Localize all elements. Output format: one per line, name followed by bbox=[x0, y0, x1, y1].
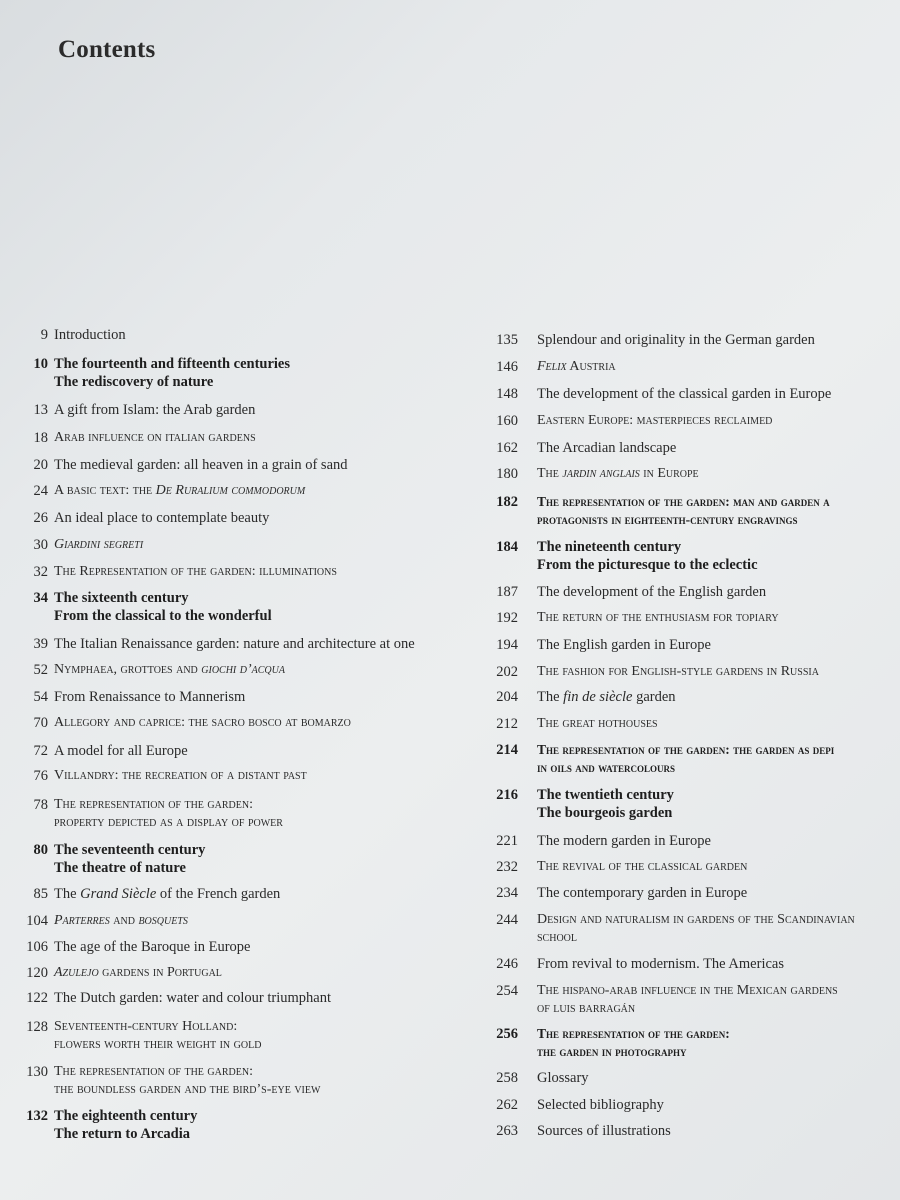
toc-page-number: 72 bbox=[33, 743, 48, 759]
toc-page-number: 32 bbox=[33, 564, 48, 580]
toc-entry-line: Selected bibliography bbox=[537, 1097, 664, 1113]
toc-page-number: 24 bbox=[33, 483, 48, 499]
toc-entry-line: The contemporary garden in Europe bbox=[537, 885, 748, 901]
toc-entry-line: The representation of the garden: bbox=[54, 797, 253, 812]
toc-page-number: 130 bbox=[26, 1064, 48, 1080]
toc-entry-title bbox=[537, 1096, 664, 1114]
page-title: Contents bbox=[58, 36, 156, 63]
toc-page-number: 263 bbox=[496, 1123, 518, 1139]
toc-entry-line: school bbox=[537, 930, 578, 945]
toc-entry-title bbox=[54, 326, 126, 344]
toc-page-number: 132 bbox=[26, 1108, 48, 1124]
toc-entry-line: From Renaissance to Mannerism bbox=[54, 689, 246, 705]
toc-page-number: 128 bbox=[26, 1019, 48, 1035]
toc-entry-line: The fin de siècle garden bbox=[537, 689, 676, 705]
toc-page-number: 204 bbox=[496, 689, 518, 705]
italic-text: giochi d’acqua bbox=[201, 662, 285, 677]
toc-entry-line: The revival of the classical garden bbox=[537, 859, 748, 874]
italic-text: jardin anglais bbox=[562, 466, 640, 481]
toc-entry-title bbox=[54, 536, 143, 554]
italic-text: bosquets bbox=[138, 913, 188, 928]
toc-entry-line: The modern garden in Europe bbox=[537, 833, 711, 849]
toc-entry-title bbox=[537, 982, 838, 1018]
toc-entry-title bbox=[537, 331, 815, 349]
toc-entry-line: Splendour and originality in the German garden bbox=[537, 332, 815, 348]
toc-entry-line: Seventeenth-century Holland: bbox=[54, 1019, 238, 1034]
toc-page-number: 184 bbox=[496, 539, 518, 555]
toc-entry-title bbox=[537, 884, 747, 902]
toc-page-number: 13 bbox=[33, 402, 48, 418]
toc-entry-line: The bourgeois garden bbox=[537, 805, 673, 821]
toc-entry-line: Glossary bbox=[537, 1070, 589, 1086]
toc-page-number: 78 bbox=[33, 797, 48, 813]
toc-entry-title bbox=[537, 1025, 730, 1061]
toc-entry-title bbox=[537, 412, 772, 430]
toc-entry-title bbox=[54, 742, 188, 760]
toc-entry-line: in oils and watercolours bbox=[537, 760, 675, 775]
toc-entry-line: The hispano-arab influence in the Mexican gardens bbox=[537, 983, 838, 998]
toc-page-number: 39 bbox=[33, 636, 48, 652]
toc-entry-title bbox=[54, 1107, 197, 1143]
toc-entry-line: The eighteenth century bbox=[54, 1108, 198, 1124]
toc-entry-title bbox=[537, 1122, 671, 1140]
toc-page-number: 180 bbox=[496, 466, 518, 482]
toc-page-number: 148 bbox=[496, 386, 518, 402]
toc-entry-line: The twentieth century bbox=[537, 787, 674, 803]
toc-entry-line bbox=[54, 536, 143, 554]
italic-text: Azulejo bbox=[54, 965, 99, 980]
toc-entry-line: The rediscovery of nature bbox=[54, 374, 214, 390]
toc-entry-title bbox=[54, 509, 269, 527]
toc-page-number: 146 bbox=[496, 359, 518, 375]
toc-entry-line: Felix Austria bbox=[537, 359, 616, 374]
toc-entry-line: The Dutch garden: water and colour triumphant bbox=[54, 990, 332, 1006]
toc-entry-title bbox=[54, 796, 283, 832]
toc-page-number: 246 bbox=[496, 956, 518, 972]
toc-page-number: 54 bbox=[33, 689, 48, 705]
toc-entry-title bbox=[537, 538, 758, 574]
toc-entry-line: Design and naturalism in gardens of the Scandinavian bbox=[537, 912, 855, 927]
italic-text: Parterres bbox=[54, 913, 110, 928]
toc-page-number: 34 bbox=[33, 590, 48, 606]
toc-entry-line: The representation of the garden: the garden as depi bbox=[537, 742, 835, 757]
toc-entry-title bbox=[537, 741, 834, 777]
toc-page-number: 10 bbox=[33, 356, 48, 372]
toc-page-number: 9 bbox=[40, 327, 48, 343]
toc-entry-title bbox=[537, 439, 676, 457]
toc-entry-line: The return of the enthusiasm for topiary bbox=[537, 610, 779, 625]
toc-entry-title bbox=[54, 714, 351, 732]
toc-page-number: 254 bbox=[496, 983, 518, 999]
toc-entry-title bbox=[54, 456, 348, 474]
toc-page-number: 85 bbox=[33, 886, 48, 902]
toc-entry-line: Introduction bbox=[54, 327, 126, 343]
toc-page-number: 30 bbox=[33, 537, 48, 553]
toc-entry-line: The theatre of nature bbox=[54, 860, 186, 876]
toc-entry-title bbox=[537, 715, 658, 733]
toc-entry-title bbox=[54, 938, 250, 956]
toc-page-number: 192 bbox=[496, 610, 518, 626]
toc-entry-title bbox=[537, 786, 674, 822]
toc-entry-title bbox=[537, 1069, 589, 1087]
toc-entry-line: Parterres and bosquets bbox=[54, 913, 188, 928]
toc-entry-line: Allegory and caprice: the sacro bosco at bomarzo bbox=[54, 715, 351, 730]
italic-text: Grand Siècle bbox=[80, 886, 157, 902]
toc-page-number: 120 bbox=[26, 965, 48, 981]
toc-page-number: 244 bbox=[496, 912, 518, 928]
toc-entry-title bbox=[537, 636, 711, 654]
toc-entry-line: The development of the classical garden in Europe bbox=[537, 386, 832, 402]
toc-entry-title bbox=[54, 589, 272, 625]
toc-page-number: 187 bbox=[496, 584, 518, 600]
toc-page-number: 76 bbox=[33, 768, 48, 784]
toc-entry-line: The fashion for English-style gardens in Russia bbox=[537, 664, 819, 679]
toc-entry-title bbox=[537, 663, 819, 681]
toc-page-number: 182 bbox=[496, 494, 518, 510]
toc-entry-line: The jardin anglais in Europe bbox=[537, 466, 699, 481]
toc-page-number: 162 bbox=[496, 440, 518, 456]
toc-entry-line: The representation of the garden: bbox=[537, 1026, 730, 1041]
toc-entry-line: Arab influence on italian gardens bbox=[54, 430, 256, 445]
toc-entry-title bbox=[54, 767, 307, 785]
toc-entry-title bbox=[54, 841, 205, 877]
toc-page-number: 104 bbox=[26, 913, 48, 929]
toc-page-number: 106 bbox=[26, 939, 48, 955]
italic-text: Giardini segreti bbox=[54, 537, 144, 552]
toc-entry-line: The fourteenth and fifteenth centuries bbox=[54, 356, 291, 372]
toc-page-number: 194 bbox=[496, 637, 518, 653]
toc-entry-line: A basic text: the De Ruralium commodorum bbox=[54, 483, 306, 498]
toc-entry-title bbox=[54, 563, 337, 581]
toc-entry-title bbox=[54, 1018, 261, 1054]
toc-entry-title bbox=[54, 989, 331, 1007]
toc-entry-line: The sixteenth century bbox=[54, 590, 189, 606]
toc-entry-line: Azulejo gardens in Portugal bbox=[54, 965, 222, 980]
italic-text: De Ruralium commodorum bbox=[155, 483, 306, 498]
toc-page-number: 122 bbox=[26, 990, 48, 1006]
toc-page-number: 20 bbox=[33, 457, 48, 473]
toc-entry-title bbox=[54, 482, 305, 500]
toc-entry-title bbox=[537, 911, 855, 947]
toc-entry-title bbox=[537, 609, 779, 627]
toc-entry-line: The great hothouses bbox=[537, 716, 658, 731]
italic-text: Felix bbox=[537, 359, 567, 374]
toc-entry-title bbox=[537, 688, 676, 706]
toc-entry-line: The English garden in Europe bbox=[537, 637, 711, 653]
toc-entry-line: The nineteenth century bbox=[537, 539, 682, 555]
toc-entry-line: the boundless garden and the bird’s-eye view bbox=[54, 1082, 321, 1097]
toc-entry-title bbox=[537, 465, 699, 483]
toc-page-number: 212 bbox=[496, 716, 518, 732]
toc-entry-title bbox=[537, 385, 831, 403]
toc-entry-line: flowers worth their weight in gold bbox=[54, 1037, 262, 1052]
toc-entry-title bbox=[54, 429, 256, 447]
toc-entry-line: of luis barragán bbox=[537, 1001, 636, 1016]
toc-entry-line: The Italian Renaissance garden: nature and architecture at one bbox=[54, 636, 415, 652]
toc-entry-line: The medieval garden: all heaven in a grain of sand bbox=[54, 457, 348, 473]
toc-entry-title bbox=[54, 688, 245, 706]
toc-entry-title bbox=[54, 1063, 320, 1099]
toc-entry-line: The Arcadian landscape bbox=[537, 440, 677, 456]
toc-page-number: 18 bbox=[33, 430, 48, 446]
toc-entry-title bbox=[54, 635, 415, 653]
toc-entry-line: Eastern Europe: masterpieces reclaimed bbox=[537, 413, 773, 428]
toc-entry-line: The Grand Siècle of the French garden bbox=[54, 886, 281, 902]
toc-entry-title bbox=[537, 358, 616, 376]
toc-entry-title bbox=[537, 955, 784, 973]
toc-entry-line: A model for all Europe bbox=[54, 743, 188, 759]
toc-page-number: 256 bbox=[496, 1026, 518, 1042]
toc-page-number: 214 bbox=[496, 742, 518, 758]
toc-entry-title bbox=[54, 912, 188, 930]
toc-entry-title bbox=[537, 832, 711, 850]
toc-page-number: 135 bbox=[496, 332, 518, 348]
toc-entry-title bbox=[537, 493, 830, 529]
toc-entry-line: The seventeenth century bbox=[54, 842, 206, 858]
italic-text: fin de siècle bbox=[563, 689, 633, 705]
toc-page-number: 234 bbox=[496, 885, 518, 901]
toc-page-number: 221 bbox=[496, 833, 518, 849]
toc-page-number: 258 bbox=[496, 1070, 518, 1086]
toc-page-number: 160 bbox=[496, 413, 518, 429]
toc-entry-line: property depicted as a display of power bbox=[54, 815, 283, 830]
toc-entry-line: From revival to modernism. The Americas bbox=[537, 956, 784, 972]
toc-page-number: 80 bbox=[33, 842, 48, 858]
toc-entry-line: An ideal place to contemplate beauty bbox=[54, 510, 270, 526]
toc-entry-title bbox=[54, 885, 280, 903]
toc-entry-line: the garden in photography bbox=[537, 1044, 687, 1059]
toc-entry-line: From the picturesque to the eclectic bbox=[537, 557, 758, 573]
toc-entry-line: Sources of illustrations bbox=[537, 1123, 671, 1139]
toc-entry-line: The age of the Baroque in Europe bbox=[54, 939, 251, 955]
toc-entry-line: The representation of the garden: bbox=[54, 1064, 253, 1079]
toc-entry-line: The development of the English garden bbox=[537, 584, 767, 600]
toc-entry-line: Nymphaea, grottoes and giochi d’acqua bbox=[54, 662, 285, 677]
toc-entry-line: protagonists in eighteenth-century engravings bbox=[537, 512, 798, 527]
toc-page-number: 52 bbox=[33, 662, 48, 678]
toc-entry-title bbox=[537, 583, 766, 601]
toc-entry-line: From the classical to the wonderful bbox=[54, 608, 272, 624]
toc-entry-title bbox=[54, 401, 255, 419]
toc-page-number: 216 bbox=[496, 787, 518, 803]
toc-page-number: 202 bbox=[496, 664, 518, 680]
toc-page-number: 26 bbox=[33, 510, 48, 526]
toc-entry-title bbox=[537, 858, 747, 876]
toc-entry-title bbox=[54, 661, 285, 679]
toc-entry-line: The Representation of the garden: illuminations bbox=[54, 564, 337, 579]
toc-entry-line: The return to Arcadia bbox=[54, 1126, 191, 1142]
toc-entry-line: A gift from Islam: the Arab garden bbox=[54, 402, 256, 418]
toc-entry-line: The representation of the garden: man and garden a bbox=[537, 494, 830, 509]
toc-page-number: 70 bbox=[33, 715, 48, 731]
toc-entry-line: Villandry: the recreation of a distant past bbox=[54, 768, 307, 783]
toc-entry-title bbox=[54, 355, 290, 391]
toc-page-number: 232 bbox=[496, 859, 518, 875]
toc-page-number: 262 bbox=[496, 1097, 518, 1113]
toc-entry-title bbox=[54, 964, 222, 982]
